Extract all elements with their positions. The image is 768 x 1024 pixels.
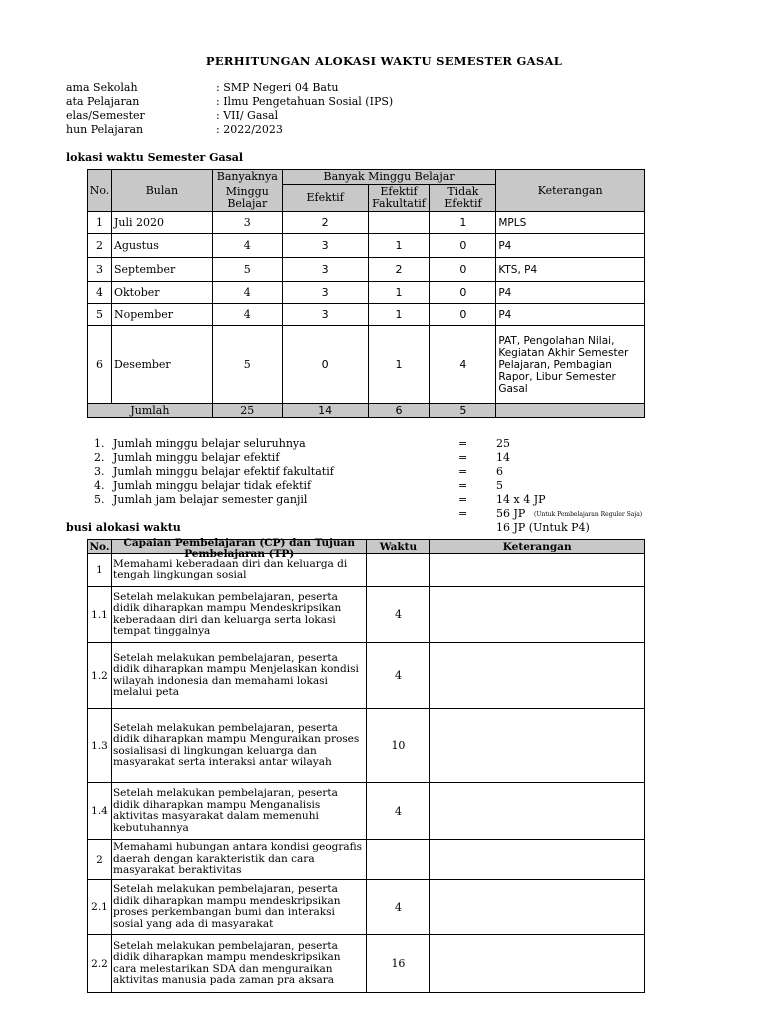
- cell-effective: 2: [282, 212, 368, 234]
- cell-notes: [430, 587, 645, 643]
- cell-no: 1.4: [88, 783, 112, 840]
- table-row: [88, 212, 645, 234]
- summary-eq: =: [458, 451, 468, 464]
- info-value: : VII/ Gasal: [216, 109, 279, 122]
- summary-num: 1.: [94, 437, 105, 450]
- table-row: [88, 935, 645, 993]
- table-row: [88, 587, 645, 643]
- total-weeks: 25: [212, 404, 282, 418]
- cell-notes: [430, 783, 645, 840]
- cell-effective: 3: [282, 258, 368, 282]
- table-row: [88, 880, 645, 935]
- summary-label: Jumlah jam belajar semester ganjil: [113, 493, 308, 506]
- cell-cp: Setelah melakukan pembelajaran, peserta didik diharapkan mampu Mendeskripsikan keberadaan diri dan keluarga serta lokasi tempat tinggalnya: [111, 587, 367, 643]
- cell-time: 4: [367, 587, 430, 643]
- cell-not-effective: 0: [430, 234, 496, 258]
- cell-notes: PAT, Pengolahan Nilai, Kegiatan Akhir Semester Pelajaran, Pembagian Rapor, Libur Semester Gasal: [496, 326, 645, 404]
- allocation-table: [87, 169, 645, 418]
- cell-notes: P4: [496, 234, 645, 258]
- info-label: elas/Semester: [66, 109, 145, 122]
- cell-month: Juli 2020: [111, 212, 212, 234]
- cell-no: 1.1: [88, 587, 112, 643]
- cell-weeks: 4: [212, 282, 282, 304]
- cell-weeks: 4: [212, 234, 282, 258]
- cell-no: 3: [88, 258, 112, 282]
- cell-notes: MPLS: [496, 212, 645, 234]
- summary-value: 14: [496, 451, 510, 464]
- cell-not-effective: 0: [430, 258, 496, 282]
- cell-notes: P4: [496, 304, 645, 326]
- cell-cp: Memahami hubungan antara kondisi geografis daerah dengan karakteristik dan cara masyarakat beraktivitas: [111, 840, 367, 880]
- info-value: : SMP Negeri 04 Batu: [216, 81, 339, 94]
- header-notes: Keterangan: [430, 540, 645, 554]
- cell-no: 2: [88, 840, 112, 880]
- total-label: Jumlah: [88, 404, 213, 418]
- summary-note: (Untuk Pembelajaran Reguler Saja): [534, 511, 643, 518]
- cell-optional: [368, 212, 430, 234]
- summary-eq: =: [458, 493, 468, 506]
- cell-effective: 3: [282, 282, 368, 304]
- summary-num: 4.: [94, 479, 105, 492]
- section-heading-allocation: lokasi waktu Semester Gasal: [66, 151, 244, 164]
- cell-no: 2: [88, 234, 112, 258]
- cell-no: 1.3: [88, 709, 112, 783]
- cell-effective: 0: [282, 326, 368, 404]
- summary-num: 3.: [94, 465, 105, 478]
- cell-weeks: 5: [212, 258, 282, 282]
- summary-eq: =: [458, 437, 468, 450]
- table-row: [88, 554, 645, 587]
- cell-time: 10: [367, 709, 430, 783]
- cell-time: [367, 840, 430, 880]
- cell-optional: 1: [368, 326, 430, 404]
- cell-no: 1: [88, 554, 112, 587]
- info-label: ata Pelajaran: [66, 95, 140, 108]
- table-row: [88, 258, 645, 282]
- summary-num: 2.: [94, 451, 105, 464]
- cell-time: 4: [367, 643, 430, 709]
- cell-notes: [430, 840, 645, 880]
- summary-value: 14 x 4 JP: [496, 493, 546, 506]
- cell-notes: [430, 880, 645, 935]
- header-no: No.: [89, 540, 110, 553]
- info-value: : 2022/2023: [216, 123, 283, 136]
- table-row: [88, 282, 645, 304]
- cell-notes: [430, 554, 645, 587]
- cell-time: 4: [367, 783, 430, 840]
- header-cp: [111, 537, 367, 560]
- header-effective: Efektif: [282, 185, 368, 212]
- summary-p4-jp: 16 JP (Untuk P4): [496, 521, 590, 534]
- total-not-effective: 5: [430, 404, 496, 418]
- cell-no: 6: [88, 326, 112, 404]
- cell-notes: [430, 643, 645, 709]
- summary-value: 25: [496, 437, 510, 450]
- cell-month: Oktober: [111, 282, 212, 304]
- cell-no: 2.1: [88, 880, 112, 935]
- header-no: No.: [88, 170, 112, 212]
- total-notes: [496, 404, 645, 418]
- cell-cp: Setelah melakukan pembelajaran, peserta didik diharapkan mampu Menguraikan proses sosialisasi di lingkungan keluarga dan masyarakat serta interaksi antar wilayah: [111, 709, 367, 783]
- cell-not-effective: 0: [430, 304, 496, 326]
- header-cp-text: Capaian Pembelajaran (CP) dan Tujuan Pembelajaran (TP): [123, 537, 355, 560]
- cell-notes: P4: [496, 282, 645, 304]
- total-optional: 6: [368, 404, 430, 418]
- cell-effective: 3: [282, 234, 368, 258]
- table-row: [88, 326, 645, 404]
- cell-weeks: 5: [212, 326, 282, 404]
- cell-optional: 1: [368, 282, 430, 304]
- header-count: Banyaknya: [212, 170, 282, 185]
- section-heading-distribution: busi alokasi waktu: [66, 521, 181, 534]
- cell-notes: [430, 709, 645, 783]
- header-notes: Keterangan: [496, 170, 645, 212]
- cell-cp: Setelah melakukan pembelajaran, peserta didik diharapkan mampu Menjelaskan kondisi wilayah indonesia dan memahami lokasi melalui peta: [111, 643, 367, 709]
- cell-weeks: 4: [212, 304, 282, 326]
- summary-eq: =: [458, 479, 468, 492]
- cell-month: Agustus: [111, 234, 212, 258]
- cell-cp: Memahami keberadaan diri dan keluarga di tengah lingkungan sosial: [111, 554, 367, 587]
- header-weeks-group: Banyak Minggu Belajar: [282, 170, 496, 185]
- cell-month: September: [111, 258, 212, 282]
- summary-eq: =: [458, 507, 468, 520]
- table-row: [88, 643, 645, 709]
- cell-time: 16: [367, 935, 430, 993]
- total-row: [88, 404, 645, 418]
- table-row: [88, 234, 645, 258]
- table-row: [88, 783, 645, 840]
- cell-cp: Setelah melakukan pembelajaran, peserta didik diharapkan mampu Menganalisis aktivitas masyarakat dalam memenuhi kebutuhannya: [111, 783, 367, 840]
- header-effective-optional: Efektif Fakultatif: [368, 185, 430, 212]
- summary-num: 5.: [94, 493, 105, 506]
- summary-label: Jumlah minggu belajar seluruhnya: [113, 437, 306, 450]
- cell-no: 5: [88, 304, 112, 326]
- cell-time: 4: [367, 880, 430, 935]
- distribution-table: [87, 539, 645, 993]
- cell-not-effective: 4: [430, 326, 496, 404]
- cell-notes: [430, 935, 645, 993]
- summary-value: 56 JP: [496, 507, 526, 520]
- header-not-effective: Tidak Efektif: [430, 185, 496, 212]
- summary-label: Jumlah minggu belajar efektif: [113, 451, 280, 464]
- table-row: [88, 840, 645, 880]
- total-effective: 14: [282, 404, 368, 418]
- cell-no: 4: [88, 282, 112, 304]
- summary-label: Jumlah minggu belajar efektif fakultatif: [113, 465, 334, 478]
- cell-month: Desember: [111, 326, 212, 404]
- table-row: [88, 304, 645, 326]
- cell-weeks: 3: [212, 212, 282, 234]
- info-value: : Ilmu Pengetahuan Sosial (IPS): [216, 95, 394, 108]
- cell-optional: 1: [368, 304, 430, 326]
- page-title: PERHITUNGAN ALOKASI WAKTU SEMESTER GASAL: [205, 54, 563, 68]
- cell-month: Nopember: [111, 304, 212, 326]
- summary-value: 6: [496, 465, 503, 478]
- cell-no: 1: [88, 212, 112, 234]
- cell-notes: KTS, P4: [496, 258, 645, 282]
- cell-cp: Setelah melakukan pembelajaran, peserta didik diharapkan mampu mendeskripsikan proses perkembangan bumi dan interaksi sosial yang ada di masyarakat: [111, 880, 367, 935]
- header-study-weeks: Minggu Belajar: [212, 185, 282, 212]
- cell-not-effective: 1: [430, 212, 496, 234]
- header-month: Bulan: [111, 170, 212, 212]
- info-label: hun Pelajaran: [66, 123, 144, 136]
- info-label: ama Sekolah: [66, 81, 138, 94]
- table-row: [88, 709, 645, 783]
- cell-cp: Setelah melakukan pembelajaran, peserta didik diharapkan mampu mendeskripsikan cara melestarikan SDA dan menguraikan aktivitas manusia pada zaman pra aksara: [111, 935, 367, 993]
- header-time: Waktu: [367, 540, 430, 554]
- cell-optional: 2: [368, 258, 430, 282]
- summary-value: 5: [496, 479, 503, 492]
- cell-optional: 1: [368, 234, 430, 258]
- summary-label: Jumlah minggu belajar tidak efektif: [113, 479, 312, 492]
- cell-no: 2.2: [88, 935, 112, 993]
- cell-not-effective: 0: [430, 282, 496, 304]
- cell-time: [367, 554, 430, 587]
- summary-eq: =: [458, 465, 468, 478]
- cell-effective: 3: [282, 304, 368, 326]
- table-header-row: [88, 540, 645, 554]
- cell-no: 1.2: [88, 643, 112, 709]
